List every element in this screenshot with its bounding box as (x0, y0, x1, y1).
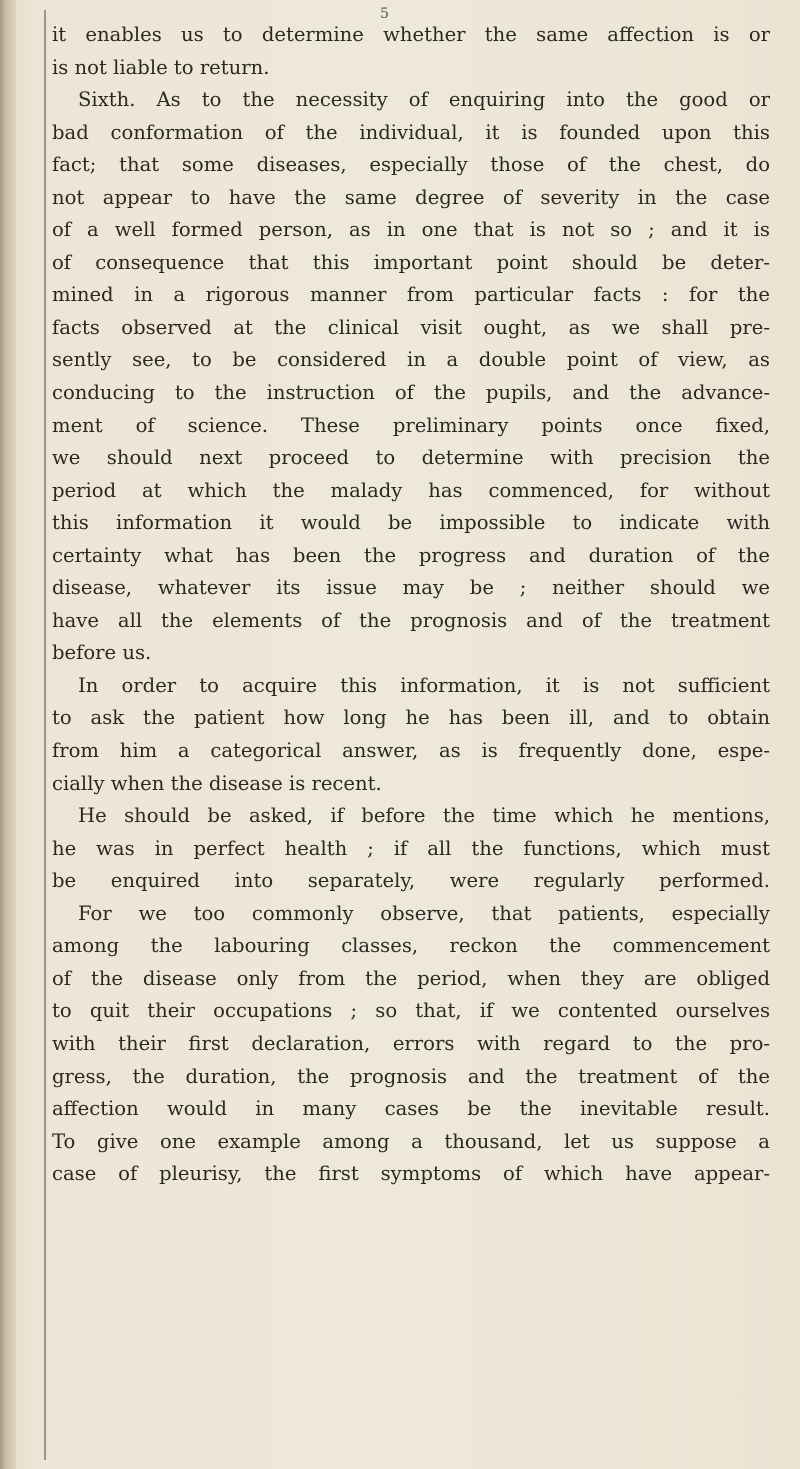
text-line: cially when the disease is recent. (52, 771, 382, 795)
text-line: among the labouring classes, reckon the commencement (52, 934, 770, 958)
text-line: In order to acquire this information, it is not sufficient (78, 673, 770, 697)
text-line: to ask the patient how long he has been ill, and to obtain (52, 706, 770, 730)
text-line: of consequence that this important point should be deter- (52, 250, 770, 274)
text-line: He should be asked, if before the time which he mentions, (78, 804, 770, 828)
text-line: case of pleurisy, the first symptoms of which have appear- (52, 1162, 770, 1186)
text-line: not appear to have the same degree of severity in the case (52, 185, 770, 209)
text-line: conducing to the instruction of the pupils, and the advance- (52, 381, 770, 405)
text-line: to quit their occupations ; so that, if we contented ourselves (52, 999, 770, 1023)
text-line: of the disease only from the period, when they are obliged (52, 966, 770, 990)
text-line: bad conformation of the individual, it is founded upon this (52, 120, 770, 144)
text-line: be enquired into separately, were regularly performed. (52, 869, 770, 893)
text-line: facts observed at the clinical visit ought, as we shall pre- (52, 315, 770, 339)
text-line: gress, the duration, the prognosis and the treatment of the (52, 1064, 770, 1088)
page-gutter (0, 0, 16, 1469)
text-line: To give one example among a thousand, let us suppose a (52, 1129, 770, 1153)
text-line: For we too commonly observe, that patients, especially (78, 901, 770, 925)
text-line: we should next proceed to determine with precision the (52, 446, 770, 470)
text-line: is not liable to return. (52, 55, 270, 79)
text-line: sently see, to be considered in a double point of view, as (52, 348, 770, 372)
text-line: affection would in many cases be the inevitable result. (52, 1097, 770, 1121)
text-line: with their first declaration, errors with regard to the pro- (52, 1031, 770, 1055)
text-line: disease, whatever its issue may be ; neither should we (52, 576, 770, 600)
body-text (52, 19, 770, 1191)
text-line: he was in perfect health ; if all the functions, which must (52, 836, 770, 860)
text-line: mined in a rigorous manner from particular facts : for the (52, 283, 770, 307)
text-line: from him a categorical answer, as is frequently done, espe- (52, 739, 770, 763)
text-line: certainty what has been the progress and duration of the (52, 543, 770, 567)
text-line: period at which the malady has commenced, for without (52, 478, 770, 502)
text-line: fact; that some diseases, especially those of the chest, do (52, 153, 770, 177)
page-number: 5 (380, 6, 390, 22)
text-line: of a well formed person, as in one that is not so ; and it is (52, 218, 770, 242)
text-line: Sixth. As to the necessity of enquiring into the good or (78, 88, 770, 112)
text-line: this information it would be impossible to indicate with (52, 511, 770, 535)
text-line: it enables us to determine whether the same affection is or (52, 23, 770, 46)
margin-rule (44, 10, 46, 1460)
text-line: ment of science. These preliminary points once fixed, (52, 413, 770, 437)
text-line: have all the elements of the prognosis and of the treatment (52, 608, 770, 632)
text-line: before us. (52, 641, 152, 665)
